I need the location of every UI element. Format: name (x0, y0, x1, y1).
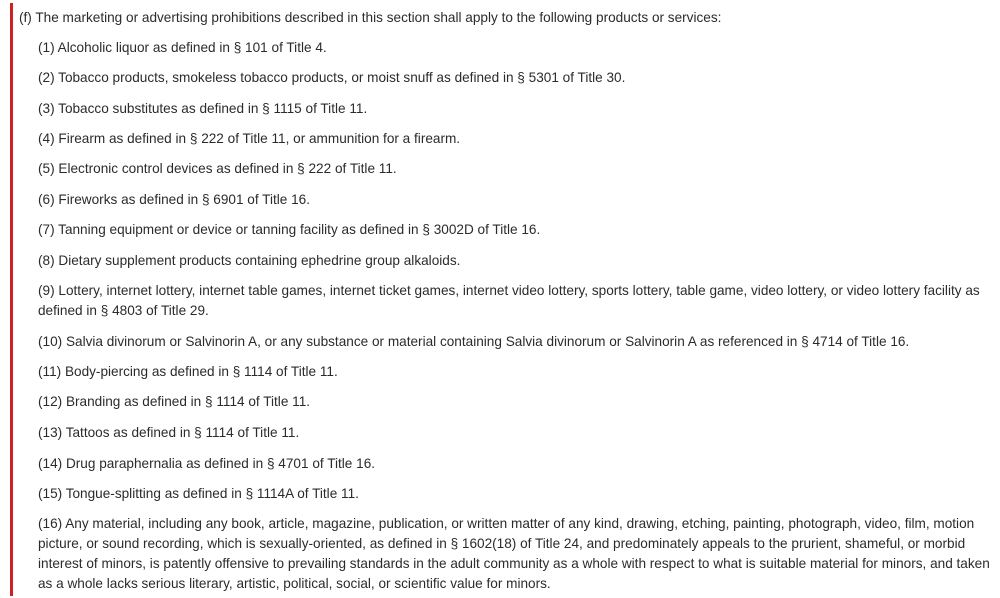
list-item-3: (3) Tobacco substitutes as defined in § 1115 of Title 11. (38, 101, 368, 116)
list-item-13: (13) Tattoos as defined in § 1114 of Title 11. (38, 425, 300, 440)
list-item-11: (11) Body-piercing as defined in § 1114 of Title 11. (38, 364, 338, 379)
list-item-6: (6) Fireworks as defined in § 6901 of Title 16. (38, 192, 311, 207)
list-item-4: (4) Firearm as defined in § 222 of Title 11, or ammunition for a firearm. (38, 131, 461, 146)
list-item-14: (14) Drug paraphernalia as defined in § 4701 of Title 16. (38, 456, 376, 471)
list-item-9: (9) Lottery, internet lottery, internet table games, internet ticket games, internet video lottery, sports lottery, table game, video lottery, or video lottery facility as defined in § 4803 of Title 29. (38, 283, 980, 318)
list-item-1: (1) Alcoholic liquor as defined in § 101 of Title 4. (38, 40, 327, 55)
list-item-16: (16) Any material, including any book, article, magazine, publication, or written matter of any kind, drawing, etching, painting, photograph, video, film, motion picture, or sound recording, which is sexually-oriented, as defined in § 1602(18) of Title 24, and predominately appeals to the prurient, shameful, or morbid interest of minors, is patently offensive to prevailing standards in the adult community as a whole with respect to what is suitable material for minors, and taken as a whole lacks serious literary, artistic, political, social, or scientific value for minors. (38, 516, 990, 591)
list-item-12: (12) Branding as defined in § 1114 of Title 11. (38, 394, 311, 409)
list-item-15: (15) Tongue-splitting as defined in § 1114A of Title 11. (38, 486, 359, 501)
list-item-10: (10) Salvia divinorum or Salvinorin A, or any substance or material containing Salvia divinorum or Salvinorin A as referenced in § 4714 of Title 16. (38, 334, 910, 349)
section-lead-paragraph: (f) The marketing or advertising prohibitions described in this section shall apply to the following products or services: (19, 10, 722, 25)
list-item-5: (5) Electronic control devices as defined in § 222 of Title 11. (38, 161, 397, 176)
list-item-2: (2) Tobacco products, smokeless tobacco products, or moist snuff as defined in § 5301 of Title 30. (38, 70, 626, 85)
list-item-7: (7) Tanning equipment or device or tanning facility as defined in § 3002D of Title 16. (38, 222, 541, 237)
change-indicator-bar (10, 3, 13, 596)
list-item-8: (8) Dietary supplement products containing ephedrine group alkaloids. (38, 253, 461, 268)
